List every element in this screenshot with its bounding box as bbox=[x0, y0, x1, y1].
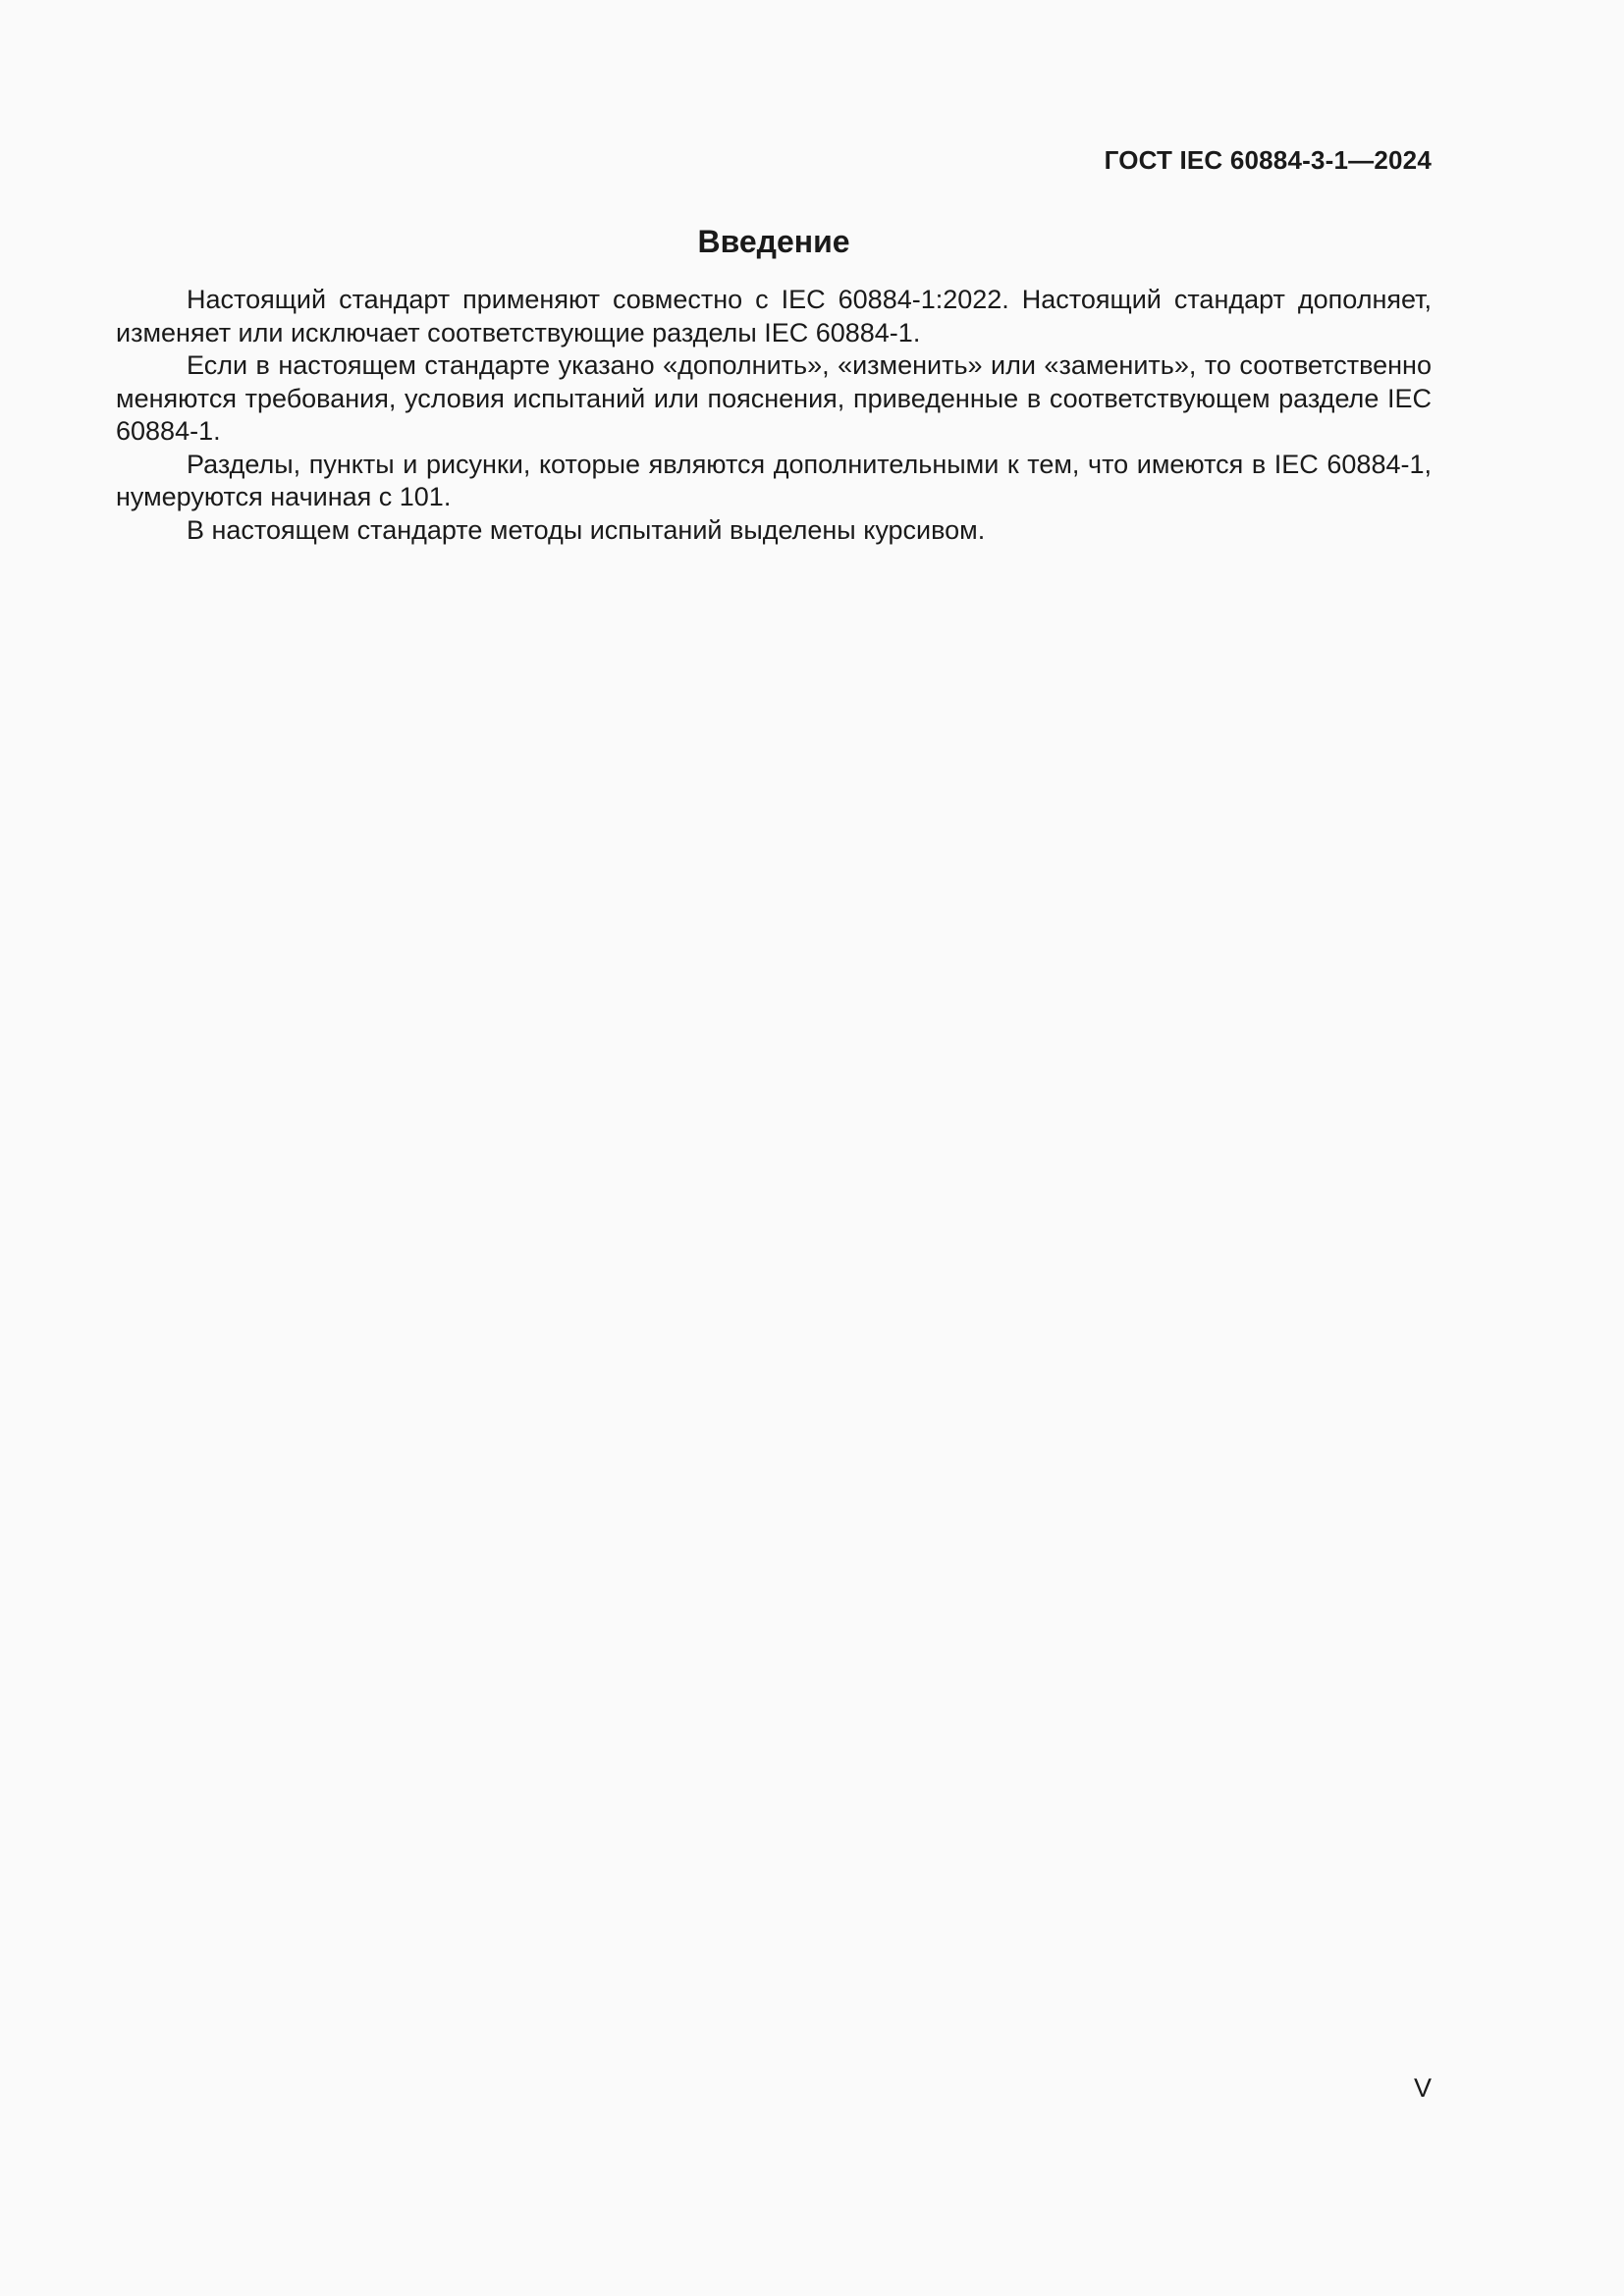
paragraph: Разделы, пункты и рисунки, которые являются дополнительными к тем, что имеются в IEC 60884-1, нумеруются начиная с 101. bbox=[116, 449, 1432, 511]
paragraph: Если в настоящем стандарте указано «дополнить», «изменить» или «заменить», то соответственно меняются требования, условия испытаний или пояснения, приведенные в соответствующем разделе IEC 60884-1. bbox=[116, 350, 1432, 446]
paragraph: Настоящий стандарт применяют совместно с IEC 60884-1:2022. Настоящий стандарт дополняет, изменяет или исключает соответствующие разделы IEC 60884-1. bbox=[116, 285, 1432, 347]
page-number: V bbox=[1413, 2073, 1432, 2103]
section-body bbox=[116, 284, 1432, 547]
paragraph: В настоящем стандарте методы испытаний выделены курсивом. bbox=[187, 514, 986, 545]
section-title: Введение bbox=[697, 224, 850, 259]
document-code: ГОСТ IEC 60884-3-1—2024 bbox=[1104, 145, 1432, 175]
